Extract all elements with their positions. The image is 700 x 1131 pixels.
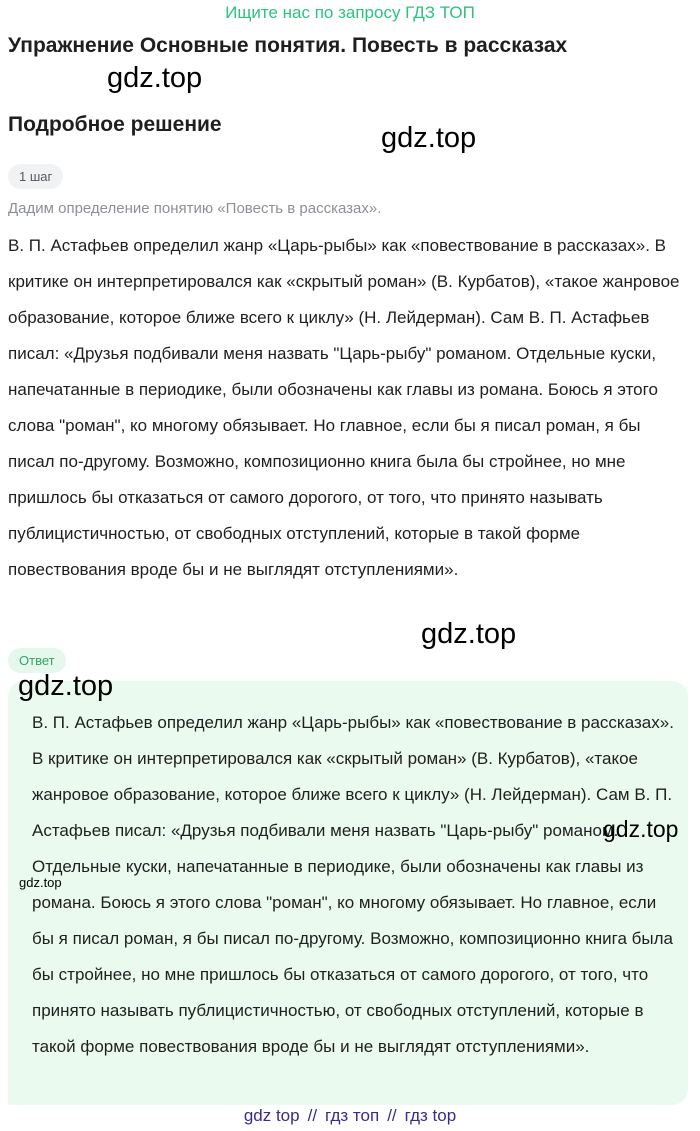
answer-text: В. П. Астафьев определил жанр «Царь-рыбы» как «повествование в рассказах». В критике он интерпретировался как «скрытый роман» (В. Курбатов), «такое жанровое образование, которое ближе всего к циклу» (Н. Лейдерман). Сам В. П. Астафьев писал: «Друзья подбивали меня назвать "Царь-рыбу" романом. Отдельные куски, напечатанные в периодике, были обозначены как главы из романа. Боюсь я этого слова "роман", ко многому обязывает. Но главное, если бы я писал роман, я бы писал по-другому. Возможно, композиционно книга была бы стройнее, но мне пришлось бы отказаться от самого дорогого, от того, что принято называть публицистичностью, от свободных отступлений, которые в такой форме повествования вроде бы и не выглядят отступлениями». [32,713,674,1056]
watermark: gdz.top [603,816,679,842]
footer-separator: // [307,1106,318,1125]
step-intro-text: Дадим определение понятию «Повесть в рассказах». [8,200,382,217]
watermark: gdz.top [18,670,114,702]
section-title: Подробное решение [8,113,222,136]
watermark: gdz.top [381,122,477,154]
watermark: gdz.top [421,618,517,650]
footer-separator: // [387,1106,397,1125]
watermark: gdz.top [19,875,62,890]
footer-link[interactable]: гдз топ [325,1106,380,1125]
footer-link[interactable]: гдз top [404,1106,457,1125]
answer-badge: Ответ [8,648,66,673]
footer-links [0,1105,700,1127]
watermark: gdz.top [107,62,203,94]
solution-text: В. П. Астафьев определил жанр «Царь-рыбы» как «повествование в рассказах». В критике он интерпретировался как «скрытый роман» (В. Курбатов), «такое жанровое образование, которое ближе всего к циклу» (Н. Лейдерман). Сам В. П. Астафьев писал: «Друзья подбивали меня назвать "Царь-рыбу" романом. Отдельные куски, напечатанные в периодике, были обозначены как главы из романа. Боюсь я этого слова "роман", ко многому обязывает. Но главное, если бы я писал роман, я бы писал по-другому. Возможно, композиционно книга была бы стройнее, но мне пришлось бы отказаться от самого дорогого, от того, что принято называть публицистичностью, от свободных отступлений, которые в такой форме повествования вроде бы и не выглядят отступлениями». [8,236,680,579]
search-banner: Ищите нас по запросу ГДЗ ТОП [225,3,475,22]
step-badge: 1 шаг [8,164,63,189]
footer-link[interactable]: gdz top [243,1106,300,1125]
page-title: Упражнение Основные понятия. Повесть в рассказах [8,34,568,57]
